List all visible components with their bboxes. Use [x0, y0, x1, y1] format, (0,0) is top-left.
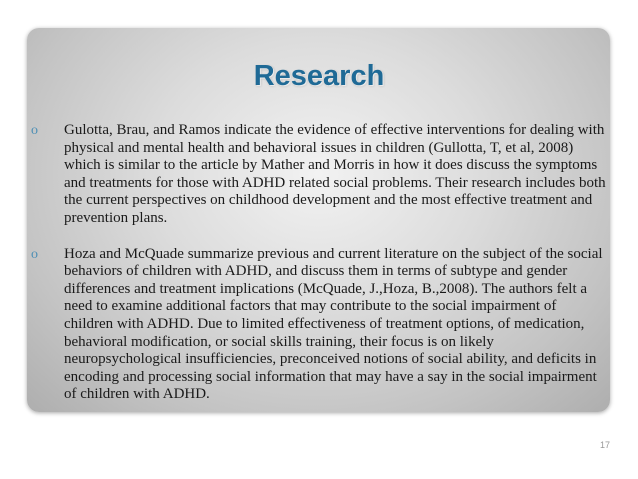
page-number: 17 — [599, 440, 610, 450]
bullet-list — [31, 122, 606, 422]
bullet-text: Gulotta, Brau, and Ramos indicate the evidence of effective interventions for dealing with physical and mental health and behavioral issues in children (Gullotta, T, et al, 2008) which is similar to the article by Mather and Morris in how it does discuss the symptoms and treatments for those with ADHD related social problems. Their research includes both the current perspectives on childhood development and the most effective treatment and prevention plans. — [64, 122, 606, 226]
bullet-marker-icon: o — [31, 246, 38, 262]
bullet-item-gullotta — [31, 122, 606, 228]
bullet-item-hoza — [31, 246, 606, 404]
bullet-marker-icon: o — [31, 123, 38, 138]
bullet-text: Hoza and McQuade summarize previous and current literature on the subject of the social behaviors of children with ADHD, and discuss them in terms of subtype and gender differences and treatment implications (McQuade, J.,Hoza, B.,2008). The authors felt a need to examine additional factors that may contribute to the social impairment of children with ADHD. Due to limited effectiveness of treatment options, of medication, behavioral modification, or social skills training, their focus is on likely neuropsychological insufficiencies, preconceived notions of social ability, and deficits in encoding and processing social information that may have a say in the social impairment of children with ADHD. — [64, 245, 603, 403]
slide-title: Research — [253, 60, 385, 92]
